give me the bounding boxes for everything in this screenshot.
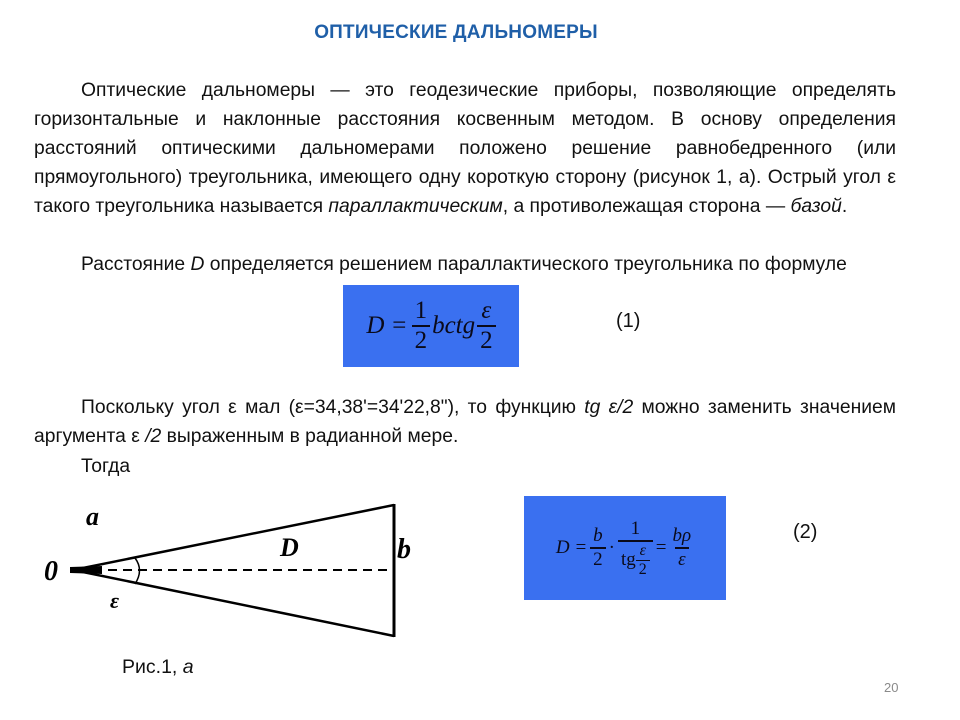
triangle-lower-side [78,571,394,636]
triangle-upper-side [78,505,394,569]
term-base: базой [790,196,842,217]
formula-2-dot: · [608,537,615,558]
formula-2-inner-two: 2 [636,560,650,579]
formula-2-fraction-brho [670,525,695,571]
figure-label-o: 0 [44,556,58,587]
formula-2-eps: ε [675,547,689,571]
figure-label-a: a [86,502,99,531]
figure-caption [122,656,194,679]
formula-1-fraction-eps [477,297,496,355]
formula-1-fraction-half [412,297,431,355]
formula-2-brho: bρ [672,525,692,546]
paragraph-definition-mid: , а противолежащая сторона — [502,196,791,217]
formula-1-eps-num: ε [481,297,492,324]
formula-1-eps-den: 2 [477,325,496,355]
page-number: 20 [884,680,899,695]
vertex-mark [70,566,102,574]
slide-title: ОПТИЧЕСКИЕ ДАЛЬНОМЕРЫ [314,22,598,43]
term-parallactic: параллактическим [328,196,503,217]
formula-1-box [343,285,519,367]
function-tg: tg ε/2 [584,397,634,418]
formula-2-two: 2 [590,547,606,571]
argument-half: /2 [145,426,162,447]
paragraph-definition [34,76,896,221]
parallax-triangle-figure [40,490,430,650]
formula-2-b: b [593,525,603,546]
equation-number-1: (1) [616,310,641,332]
formula-2-box [524,496,726,600]
formula-1-lhs: D = [366,312,408,339]
paragraph-definition-end: . [841,196,848,217]
formula-2-inner-fraction [636,542,650,579]
paragraph-then: Тогда [81,456,131,477]
formula-2-one: 1 [630,517,641,539]
figure-label-d: D [280,533,299,562]
formula-1-half-num: 1 [414,297,428,324]
paragraph-small-angle [34,393,896,451]
formula-2-inner-eps: ε [639,541,646,559]
figure-label-eps: ε [110,588,120,613]
figure-caption-text: Рис.1, [122,656,183,678]
formula-2-tg-den [618,540,653,579]
formula-2-fraction-b2 [590,525,606,571]
figure-label-b: b [397,534,411,565]
formula-2-tg: tg [621,549,636,570]
formula-1-bctg: bctg [432,312,476,339]
paragraph-distance-end: определяется решением параллактического треугольника по формуле [204,254,847,275]
variable-d: D [190,254,205,275]
paragraph-small-angle-mid: можно заменить значением аргумента ε [34,397,896,447]
figure-caption-letter: а [182,656,194,678]
angle-arc [135,558,140,584]
formula-2-lhs: D = [555,537,588,558]
formula-2-fraction-one [618,518,653,579]
paragraph-small-angle-start: Поскольку угол ε мал (ε=34,38'=34'22,8"), то функцию [81,397,585,418]
formula-2-equals: = [655,537,667,558]
paragraph-definition-text: Оптические дальномеры — это геодезические приборы, позволяющие определять горизонтальные и наклонные расстояния косвенным методом. В основу определения расстояний оптическими дальномерами положено решение равнобедренного (или прямоугольного) треугольника, имеющего одну короткую сторону (рисунок 1, а). Острый угол ε такого треугольника называется [34,80,896,217]
paragraph-distance-start: Расстояние [81,254,191,275]
paragraph-small-angle-end: выраженным в радианной мере. [161,426,459,447]
paragraph-distance [34,250,896,279]
equation-number-2: (2) [793,521,818,543]
formula-1-half-den: 2 [412,325,431,355]
